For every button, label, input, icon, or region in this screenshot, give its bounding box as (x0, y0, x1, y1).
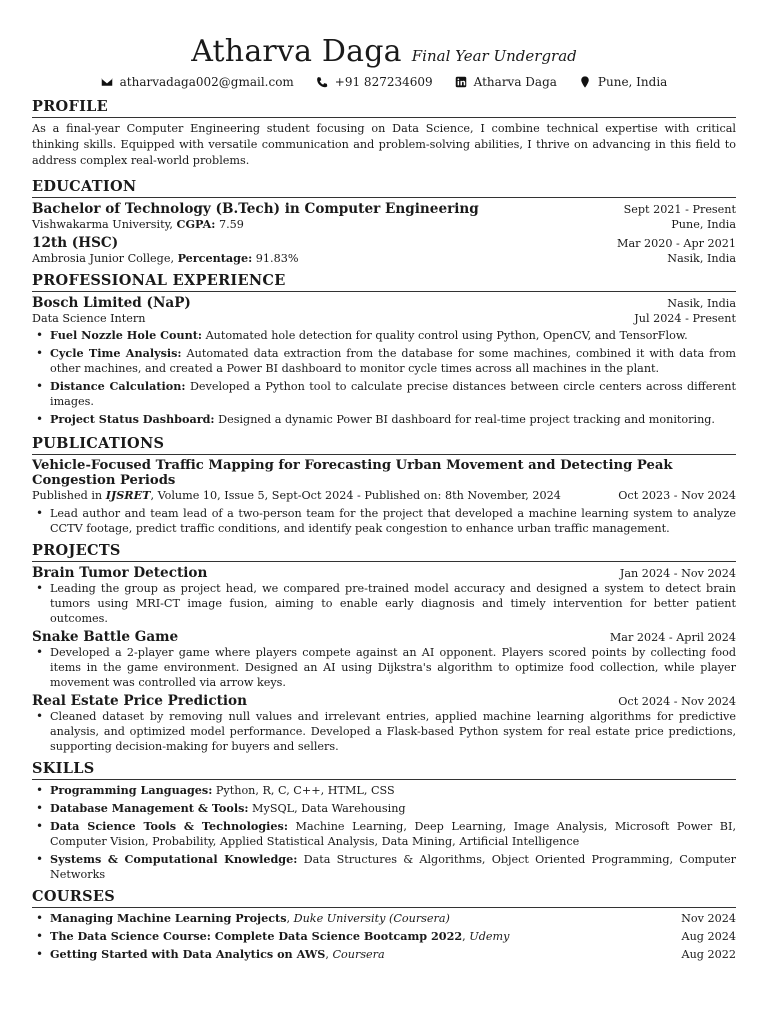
publication-bullets (36, 506, 736, 536)
list-item: • Getting Started with Data Analytics on AWS, Coursera Aug 2022 (36, 947, 736, 962)
phone-icon (316, 76, 328, 88)
institution-line (32, 217, 244, 232)
skill-label: Data Science Tools & Technologies: (50, 819, 288, 833)
role-title: Data Science Intern (32, 312, 146, 325)
location-text: Pune, India (597, 75, 668, 89)
contact-bar (32, 75, 736, 89)
course-title: Managing Machine Learning Projects (50, 911, 287, 925)
skill-text: Python, R, C, C++, HTML, CSS (212, 784, 395, 797)
envelope-icon (101, 76, 113, 88)
skill-text: Data Structures & Algorithms, Object Oriented Programming, Computer Networks (50, 853, 736, 881)
degree-title: 12th (HSC) (32, 235, 119, 251)
course-title: Getting Started with Data Analytics on AWS (50, 947, 326, 961)
list-item: • Managing Machine Learning Projects, Duke University (Coursera) Nov 2024 (36, 911, 736, 926)
skill-label: Programming Languages: (50, 783, 213, 797)
project-entry (32, 565, 736, 626)
list-item: • The Data Science Course: Complete Data Science Bootcamp 2022, Udemy Aug 2024 (36, 929, 736, 944)
section-title-publications: PUBLICATIONS (32, 435, 736, 455)
name-line (32, 34, 736, 69)
course-date: Aug 2024 (681, 930, 736, 943)
list-item: • Developed a 2-player game where players compete against an AI opponent. Players scored points by collecting food items in the game environment. Designed an AI using Dijkstra's algorithm to optimize food collection, while player movement was controlled via arrow keys. (36, 645, 736, 690)
candidate-name: Atharva Daga (191, 34, 402, 69)
education-location: Nasik, India (667, 252, 736, 265)
institution-name: Vishwakarma University, (32, 218, 177, 231)
contact-linkedin[interactable] (455, 75, 557, 89)
journal-name: IJSRET (105, 488, 151, 502)
course-provider: Udemy (469, 930, 510, 943)
courses-section (32, 888, 736, 962)
course-title: The Data Science Course: Complete Data Science Bootcamp 2022 (50, 929, 463, 943)
skills-section (32, 760, 736, 882)
bullet-label: Distance Calculation: (50, 379, 186, 393)
linkedin-icon (455, 76, 467, 88)
project-title: Real Estate Price Prediction (32, 693, 247, 709)
bullet-text: Developed a Python tool to calculate precise distances between circle centers across different images. (50, 380, 736, 408)
venue-suffix: , Volume 10, Issue 5, Sept-Oct 2024 - Published on: 8th November, 2024 (150, 489, 561, 502)
linkedin-text: Atharva Daga (473, 75, 557, 89)
list-item (36, 783, 736, 798)
section-title-profile: PROFILE (32, 98, 736, 118)
education-dates: Mar 2020 - Apr 2021 (616, 237, 736, 250)
project-title: Snake Battle Game (32, 629, 179, 645)
education-entry (32, 201, 736, 232)
contact-phone[interactable] (316, 75, 433, 89)
company-location: Nasik, India (667, 297, 736, 310)
bullet-text: Automated data extraction from the database for some machines, combined it with data from other machines, and created a Power BI dashboard to monitor cycle times across all machines in the plant. (50, 347, 736, 375)
project-title: Brain Tumor Detection (32, 565, 208, 581)
publications-section (32, 435, 736, 536)
list-item (36, 412, 736, 427)
project-dates: Mar 2024 - April 2024 (609, 631, 736, 644)
skill-label: Systems & Computational Knowledge: (50, 852, 298, 866)
degree-title: Bachelor of Technology (B.Tech) in Computer Engineering (32, 201, 479, 217)
email-text: atharvadaga002@gmail.com (119, 75, 294, 89)
candidate-tagline: Final Year Undergrad (411, 47, 577, 65)
project-entry (32, 693, 736, 754)
projects-section (32, 542, 736, 754)
phone-text: +91 827234609 (334, 75, 433, 89)
education-section (32, 178, 736, 266)
profile-section (32, 98, 736, 169)
course-provider: Duke University (Coursera) (293, 912, 450, 925)
education-location: Pune, India (671, 218, 736, 231)
project-entry (32, 629, 736, 690)
contact-email[interactable] (101, 75, 294, 89)
bullet-label: Fuel Nozzle Hole Count: (50, 328, 203, 342)
institution-name: Ambrosia Junior College, (32, 252, 178, 265)
list-item: • Lead author and team lead of a two-person team for the project that developed a machine learning system to analyze CCTV footage, predict traffic conditions, and identify peak congestion to enhance urban traffic management. (36, 506, 736, 536)
profile-text: As a final-year Computer Engineering student focusing on Data Science, I combine technical expertise with critical thinking skills. Equipped with versatile communication and problem-solving abilities, I thrive on advancing in this field to address complex real-world problems. (32, 122, 736, 167)
resume-header (32, 34, 736, 89)
metric-label: Percentage: (177, 251, 253, 265)
publication-dates: Oct 2023 - Nov 2024 (618, 489, 736, 502)
bullet-text: Designed a dynamic Power BI dashboard for real-time project tracking and monitoring. (214, 413, 715, 426)
section-title-courses: COURSES (32, 888, 736, 908)
publication-title: Vehicle-Focused Traffic Mapping for Forecasting Urban Movement and Detecting Peak Congestion Periods (32, 458, 673, 488)
company-name: Bosch Limited (NaP) (32, 295, 191, 311)
skill-text: Machine Learning, Deep Learning, Image Analysis, Microsoft Power BI, Computer Vision, Probability, Applied Statistical Analysis, Data Mining, Artificial Intelligence (50, 820, 736, 848)
bullet-text: Automated hole detection for quality control using Python, OpenCV, and TensorFlow. (202, 329, 688, 342)
experience-section (32, 272, 736, 427)
education-entry (32, 235, 736, 266)
list-item: • Cleaned dataset by removing null values and irrelevant entries, applied machine learning algorithms for predictive analysis, and optimized model performance. Developed a Flask-based Python system for real estate price predictions, supporting decision-making for buyers and sellers. (36, 709, 736, 754)
list-item (36, 852, 736, 882)
skill-label: Database Management & Tools: (50, 801, 249, 815)
list-item (36, 801, 736, 816)
section-title-skills: SKILLS (32, 760, 736, 780)
course-provider: Coursera (332, 948, 385, 961)
project-dates: Oct 2024 - Nov 2024 (618, 695, 736, 708)
project-dates: Jan 2024 - Nov 2024 (619, 567, 736, 580)
experience-bullets (36, 328, 736, 427)
publication-venue (32, 488, 561, 503)
course-date: Nov 2024 (681, 912, 736, 925)
contact-location (579, 75, 667, 89)
metric-label: CGPA: (176, 217, 216, 231)
institution-line (32, 251, 298, 266)
list-item (36, 328, 736, 343)
section-title-experience: PROFESSIONAL EXPERIENCE (32, 272, 736, 292)
bullet-label: Cycle Time Analysis: (50, 346, 182, 360)
courses-list (36, 911, 736, 962)
resume-page (32, 34, 736, 965)
bullet-label: Project Status Dashboard: (50, 412, 215, 426)
metric-value: 91.83% (252, 252, 299, 265)
experience-dates: Jul 2024 - Present (634, 312, 736, 325)
section-title-education: EDUCATION (32, 178, 736, 198)
skills-list (36, 783, 736, 882)
venue-prefix: Published in (32, 489, 106, 502)
list-item (36, 819, 736, 849)
list-item (36, 379, 736, 409)
list-item: • Leading the group as project head, we compared pre-trained model accuracy and designed a system to detect brain tumors using MRI-CT image fusion, aiming to enable early diagnosis and timely intervention for better patient outcomes. (36, 581, 736, 626)
education-dates: Sept 2021 - Present (623, 203, 736, 216)
list-item (36, 346, 736, 376)
section-title-projects: PROJECTS (32, 542, 736, 562)
skill-text: MySQL, Data Warehousing (248, 802, 406, 815)
course-date: Aug 2022 (681, 948, 736, 961)
map-pin-icon (579, 76, 591, 88)
metric-value: 7.59 (215, 218, 244, 231)
